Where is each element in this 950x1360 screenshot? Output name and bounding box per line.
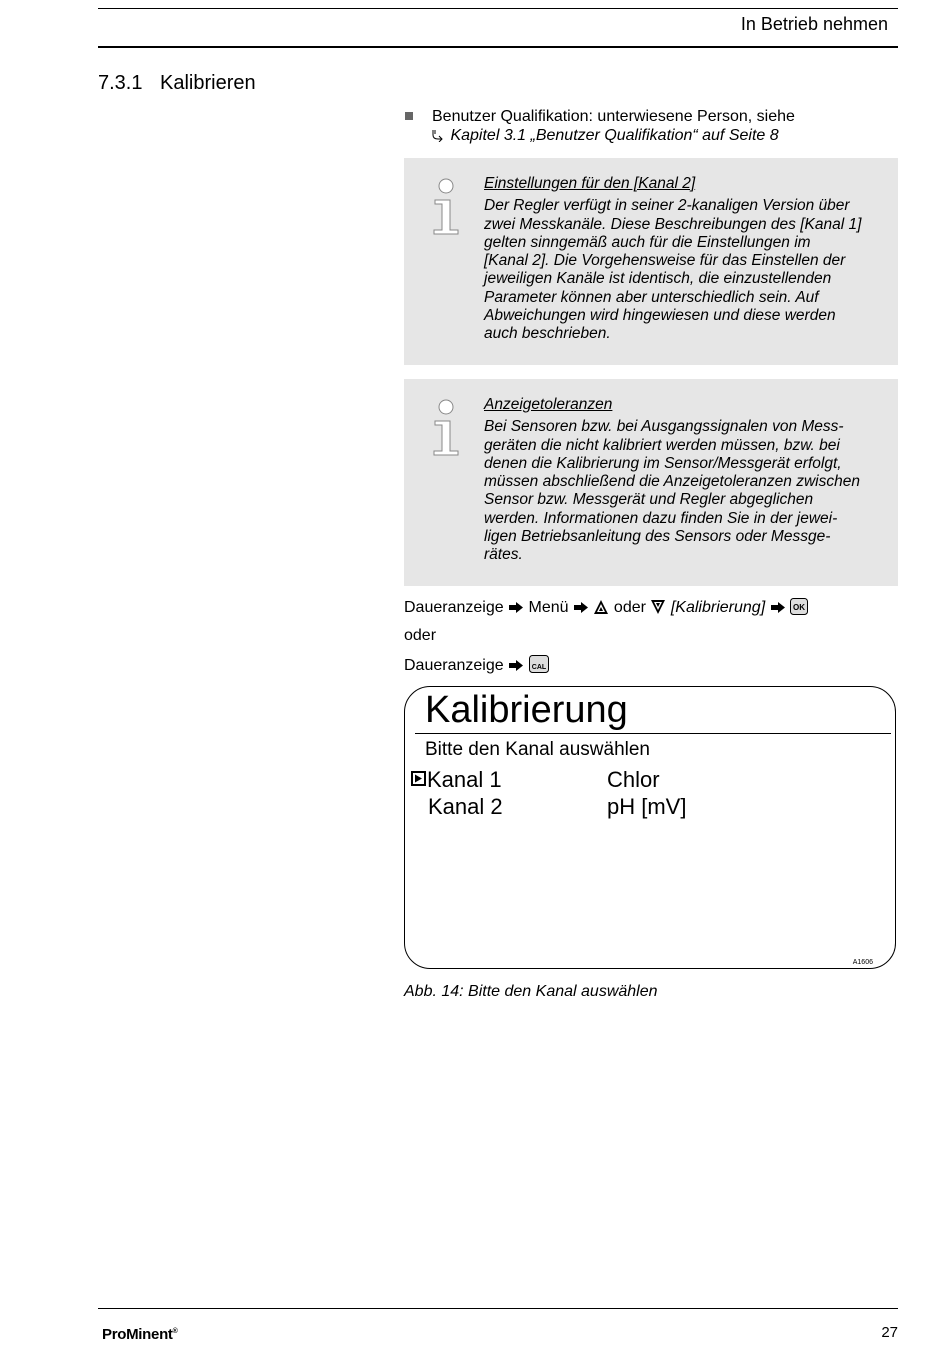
header-top-rule (98, 8, 898, 9)
cal-key-icon (529, 655, 549, 673)
channel-option-1-label[interactable]: Kanal 1 (427, 767, 502, 792)
note-title: Anzeigetoleranzen (484, 396, 613, 413)
header-bottom-rule (98, 46, 898, 48)
note-line: Bei Sensoren bzw. bei Ausgangssignalen von Mess- (484, 418, 844, 436)
section-number: 7.3.1 (98, 72, 143, 94)
down-key-icon (650, 599, 666, 615)
right-arrow-icon (770, 601, 786, 614)
note-line: ligen Betriebsanleitung des Sensors oder Messge- (484, 528, 831, 546)
note-line: [Kanal 2]. Die Vorgehensweise für das Einstellen der (484, 252, 846, 270)
registered-mark: ® (172, 1328, 178, 1335)
nav-step-kalibrierung: [Kalibrierung] (670, 599, 766, 616)
display-title: Kalibrierung (425, 689, 628, 731)
section-title: Kalibrieren (160, 72, 256, 94)
brand-logo-text: ProMinent (102, 1326, 173, 1343)
channel-option-2-value: pH [mV] (607, 794, 687, 819)
info-icon (428, 397, 464, 457)
note-line: werden. Informationen dazu finden Sie in der jewei- (484, 509, 838, 527)
brand-logo (102, 1326, 178, 1343)
qualification-text: unterwiesene Person, siehe (592, 108, 795, 125)
channel-option-2-label[interactable]: Kanal 2 (428, 794, 503, 819)
header-title: In Betrieb nehmen (740, 14, 888, 34)
qualification-label: Benutzer Qualifikation: (432, 108, 593, 125)
page-number: 27 (881, 1324, 898, 1341)
right-arrow-icon (508, 601, 524, 614)
navigation-separator: oder (404, 627, 437, 644)
channel-option-1-value: Chlor (607, 767, 660, 792)
device-display (404, 686, 896, 969)
note-line: geräten die nicht kalibriert werden müssen, bzw. bei (484, 436, 840, 454)
square-bullet-icon (405, 112, 413, 120)
selection-cursor-icon (411, 771, 426, 786)
note-line: denen die Kalibrierung im Sensor/Messgerät erfolgt, (484, 454, 842, 472)
nav-step-menu: Menü (528, 599, 569, 616)
section-heading (98, 72, 256, 95)
note-line: zwei Messkanäle. Diese Beschreibungen des [Kanal 1] (484, 215, 862, 233)
right-arrow-icon (573, 601, 589, 614)
qualification-item (404, 107, 884, 145)
info-icon (428, 176, 464, 236)
note-line: Parameter können aber unterschiedlich sein. Auf (484, 288, 819, 306)
footer-rule (98, 1308, 898, 1309)
note-line: gelten sinngemäß auch für die Einstellungen im (484, 233, 811, 251)
note-line: auch beschrieben. (484, 325, 611, 343)
figure-caption: Abb. 14: Bitte den Kanal auswählen (404, 983, 658, 1000)
info-note-display-tolerances (404, 379, 898, 586)
note-line: jeweiligen Kanäle ist identisch, die einzustellenden (484, 270, 832, 288)
right-arrow-icon (508, 659, 524, 672)
ok-key-icon (790, 598, 808, 615)
note-line: Der Regler verfügt in seiner 2-kanaligen Version über (484, 197, 850, 215)
note-title: Einstellungen für den [Kanal 2] (484, 175, 696, 192)
display-title-rule (415, 733, 891, 734)
navigation-path-cal (404, 655, 549, 676)
note-line: Abweichungen wird hingewiesen und diese werden (484, 307, 836, 325)
note-line: Sensor bzw. Messgerät und Regler abgeglichen (484, 491, 814, 509)
qualification-reference-link[interactable]: Kapitel 3.1 „Benutzer Qualifikation“ auf Seite 8 (446, 127, 779, 144)
note-line: müssen abschließend die Anzeigetoleranzen zwischen (484, 473, 860, 491)
nav-step-daueranzeige: Daueranzeige (404, 657, 504, 674)
cal-key-label: CAL (531, 664, 546, 671)
navigation-path-menu (404, 598, 808, 618)
nav-or: oder (613, 599, 646, 616)
nav-step-daueranzeige: Daueranzeige (404, 599, 504, 616)
up-key-icon (593, 599, 609, 615)
note-line: rätes. (484, 546, 523, 564)
display-subtitle: Bitte den Kanal auswählen (425, 739, 650, 760)
reference-arrow-icon (432, 129, 446, 142)
ok-key-label: OK (793, 603, 806, 612)
info-note-channel-2 (404, 158, 898, 365)
figure-code: A1606 (852, 959, 873, 966)
